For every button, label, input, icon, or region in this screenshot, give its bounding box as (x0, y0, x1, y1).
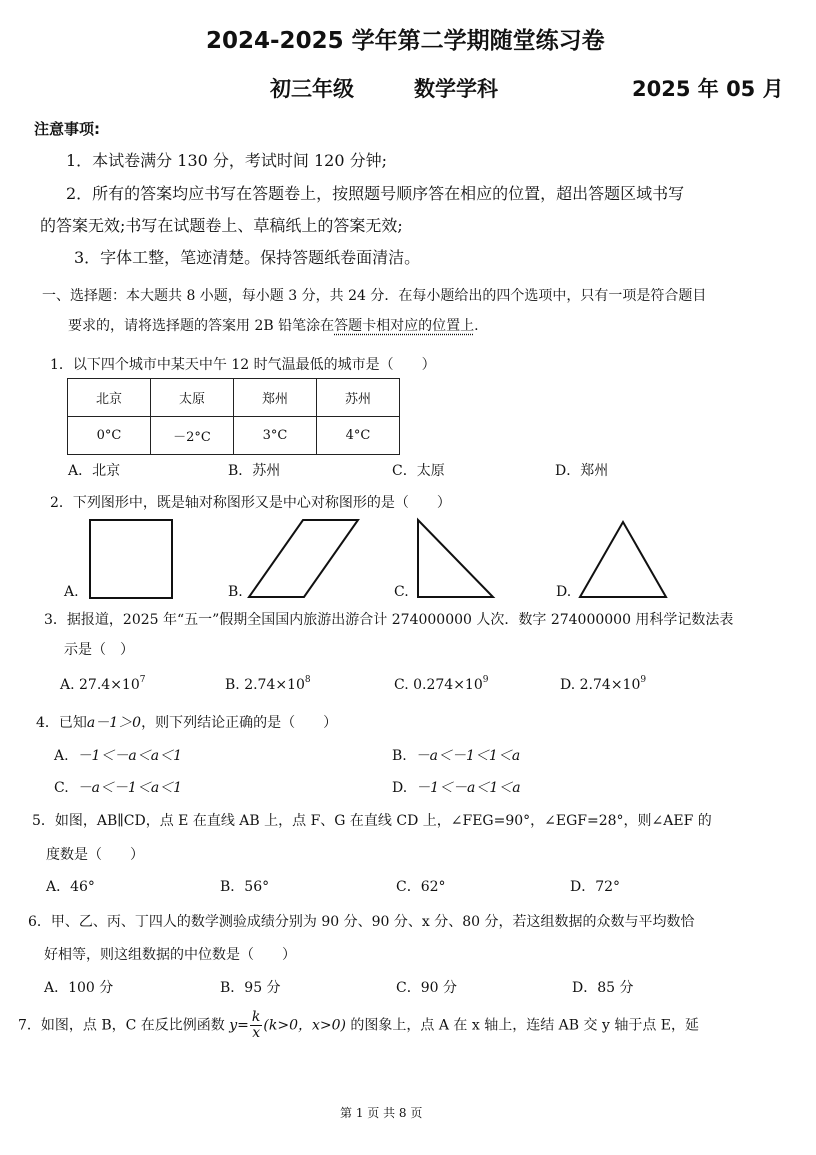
question-2-figures (60, 515, 780, 600)
table-cell: 郑州 (234, 379, 317, 417)
question-5-stem-line-1: 5．如图，AB∥CD，点 E 在直线 AB 上，点 F、G 在直线 CD 上，∠FEG=90°，∠EGF=28°，则∠AEF 的 (32, 813, 712, 829)
option-letter: D. (392, 780, 408, 796)
option-math: －a＜－1＜a＜1 (77, 780, 183, 796)
fraction (250, 1010, 262, 1041)
question-5-option-a: A．46° (46, 879, 95, 895)
question-4-option-c (54, 777, 182, 797)
right-triangle-shape (418, 520, 493, 597)
table-cell: 4°C (317, 417, 400, 455)
question-5-stem-line-2: 度数是（ ） (46, 847, 144, 863)
option-letter: A. (60, 677, 75, 693)
section-1-instructions-line-2 (68, 315, 479, 335)
option-base: 0.274×10 (413, 677, 483, 693)
notice-item-1: 1．本试卷满分 130 分，考试时间 120 分钟; (66, 151, 387, 170)
option-exponent: 9 (640, 675, 647, 685)
option-exponent: 7 (139, 675, 146, 685)
question-3-stem-line-1: 3．据报道，2025 年“五一”假期全国国内旅游出游合计 274000000 人次．数字 274000000 用科学记数法表 (44, 612, 734, 628)
subject-label: 数学学科 (414, 77, 498, 101)
question-4-option-d (392, 777, 521, 797)
question-4-option-a (54, 745, 182, 765)
question-5-option-c: C．62° (396, 879, 446, 895)
option-letter: C. (54, 780, 69, 796)
notice-heading: 注意事项: (34, 120, 100, 138)
option-base: 27.4×10 (79, 677, 140, 693)
question-1-option-c: C．太原 (392, 463, 445, 479)
question-2-label-a: A. (64, 584, 79, 600)
question-1-option-d: D．郑州 (555, 463, 609, 479)
square-shape (90, 520, 172, 598)
function-condition: (k>0，x>0) (263, 1017, 346, 1034)
question-1-option-b: B．苏州 (228, 463, 281, 479)
question-3-option-b (225, 675, 311, 693)
option-base: 2.74×10 (579, 677, 641, 693)
option-letter: B. (392, 748, 407, 764)
question-3-option-d (560, 675, 646, 693)
option-letter: D. (560, 677, 576, 693)
question-5-option-d: D．72° (570, 879, 621, 895)
question-2-label-d: D. (556, 584, 572, 600)
fraction-numerator: k (251, 1009, 261, 1025)
question-5-option-b: B．56° (220, 879, 270, 895)
question-6-option-a: A．100 分 (44, 980, 114, 996)
table-cell: 3°C (234, 417, 317, 455)
option-exponent: 8 (304, 675, 311, 685)
table-cell: －2°C (151, 417, 234, 455)
question-1-option-a: A．北京 (68, 463, 121, 479)
stem-math: a－1＞0 (86, 715, 142, 731)
stem-text: ，则下列结论正确的是（ ） (141, 715, 338, 731)
question-3-option-c (394, 675, 488, 693)
table-cell: 苏州 (317, 379, 400, 417)
option-math: －1＜－a＜1＜a (416, 780, 521, 796)
emphasized-instruction: 答题卡相对应的位置上 (334, 318, 475, 334)
notice-item-2-line-2: 的答案无效;书写在试题卷上、草稿纸上的答案无效; (40, 216, 403, 235)
stem-text: 7．如图，点 B，C 在反比例函数 (18, 1017, 225, 1034)
question-6-stem-line-1: 6．甲、乙、丙、丁四人的数学测验成绩分别为 90 分、90 分、x 分、80 分，若这组数据的众数与平均数恰 (28, 914, 695, 930)
option-exponent: 9 (482, 675, 489, 685)
stem-text: 的图象上，点 A 在 x 轴上，连结 AB 交 y 轴于点 E，延 (350, 1017, 700, 1034)
table-cell: 太原 (151, 379, 234, 417)
grade-label: 初三年级 (270, 77, 354, 101)
equilateral-triangle-shape (580, 522, 666, 597)
stem-text: 4．已知 (36, 715, 87, 731)
option-letter: C. (394, 677, 409, 693)
question-6-option-d: D．85 分 (572, 980, 634, 996)
question-2-stem: 2．下列图形中，既是轴对称图形又是中心对称图形的是（ ） (50, 495, 451, 511)
temperature-table (67, 378, 400, 455)
option-math: －1＜－a＜a＜1 (77, 748, 182, 764)
notice-item-3: 3．字体工整，笔迹清楚。保持答题纸卷面清洁。 (74, 248, 421, 267)
option-math: －a＜－1＜1＜a (415, 748, 521, 764)
fraction-denominator: x (252, 1025, 261, 1041)
question-2-label-c: C. (394, 584, 409, 600)
section-1-instructions-line-1: 一、选择题：本大题共 8 小题，每小题 3 分，共 24 分．在每小题给出的四个选项中，只有一项是符合题目 (42, 288, 707, 304)
table-row (68, 379, 400, 417)
instruction-period: . (474, 318, 479, 334)
notice-item-2-line-1: 2．所有的答案均应书写在答题卷上，按照题号顺序答在相应的位置，超出答题区域书写 (66, 184, 685, 203)
question-3-option-a (60, 675, 145, 693)
question-4-option-b (392, 745, 520, 765)
page-number: 第 1 页 共 8 页 (340, 1106, 423, 1120)
function-lhs: y= (229, 1017, 249, 1034)
question-6-option-b: B．95 分 (220, 980, 281, 996)
question-4-stem (36, 712, 337, 732)
option-base: 2.74×10 (244, 677, 305, 693)
question-6-option-c: C．90 分 (396, 980, 457, 996)
question-6-stem-line-2: 好相等，则这组数据的中位数是（ ） (44, 947, 296, 963)
parallelogram-shape (249, 520, 358, 597)
option-letter: A. (54, 748, 69, 764)
exam-date: 2025 年 05 月 (632, 77, 784, 101)
table-row (68, 417, 400, 455)
option-letter: B. (225, 677, 240, 693)
table-cell: 0°C (68, 417, 151, 455)
table-cell: 北京 (68, 379, 151, 417)
instruction-text: 要求的，请将选择题的答案用 2B 铅笔涂在 (68, 318, 335, 334)
exam-title: 2024-2025 学年第二学期随堂练习卷 (206, 28, 605, 54)
question-2-label-b: B. (228, 584, 243, 600)
question-3-stem-line-2: 示是（ ） (64, 642, 134, 658)
question-1-stem: 1．以下四个城市中某天中午 12 时气温最低的城市是（ ） (50, 357, 436, 373)
question-7-stem (18, 1010, 699, 1041)
